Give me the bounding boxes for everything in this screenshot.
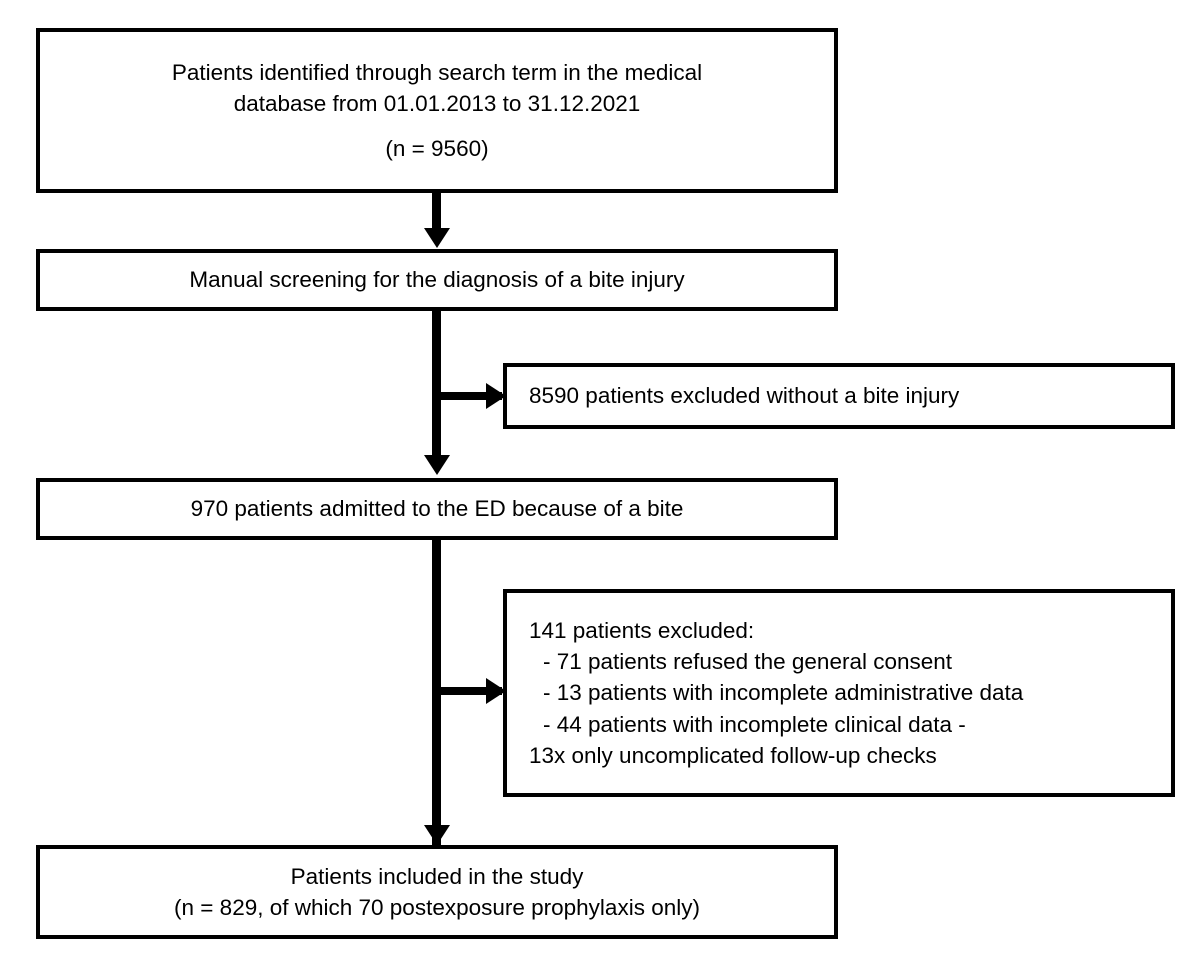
connector-screening-to-admitted-arrowhead — [424, 455, 450, 475]
connector-screening-to-admitted-stem — [432, 311, 441, 461]
node-patients-identified — [36, 28, 838, 193]
node-excluded-no-bite-line-1: 8590 patients excluded without a bite injury — [529, 383, 960, 409]
node-included-study — [36, 845, 838, 939]
connector-admitted-to-included-arrowhead — [424, 825, 450, 845]
node-patients-identified-line-3: (n = 9560) — [385, 136, 489, 162]
node-excluded-141-line-1: 141 patients excluded: — [529, 618, 755, 644]
node-excluded-141 — [503, 589, 1175, 797]
node-excluded-141-line-5: 13x only uncomplicated follow-up checks — [529, 742, 937, 768]
node-excluded-no-bite — [503, 363, 1175, 429]
node-excluded-141-line-3: - 13 patients with incomplete administrative data — [543, 680, 1024, 706]
node-excluded-141-line-4: - 44 patients with incomplete clinical data - — [543, 711, 966, 737]
node-manual-screening-line-1: Manual screening for the diagnosis of a bite injury — [189, 267, 685, 293]
node-admitted-ed — [36, 478, 838, 540]
node-patients-identified-line-1: Patients identified through search term in the medical — [171, 59, 703, 85]
node-manual-screening — [36, 249, 838, 311]
connector-identified-to-screening-arrowhead — [424, 228, 450, 248]
node-included-study-line-1: Patients included in the study — [290, 863, 584, 889]
node-admitted-ed-line-1: 970 patients admitted to the ED because of a bite — [190, 496, 684, 522]
node-included-study-line-2: (n = 829, of which 70 postexposure prophylaxis only) — [174, 895, 700, 920]
node-excluded-141-line-2: - 71 patients refused the general consent — [543, 649, 953, 675]
node-patients-identified-line-2: database from 01.01.2013 to 31.12.2021 — [233, 90, 641, 116]
